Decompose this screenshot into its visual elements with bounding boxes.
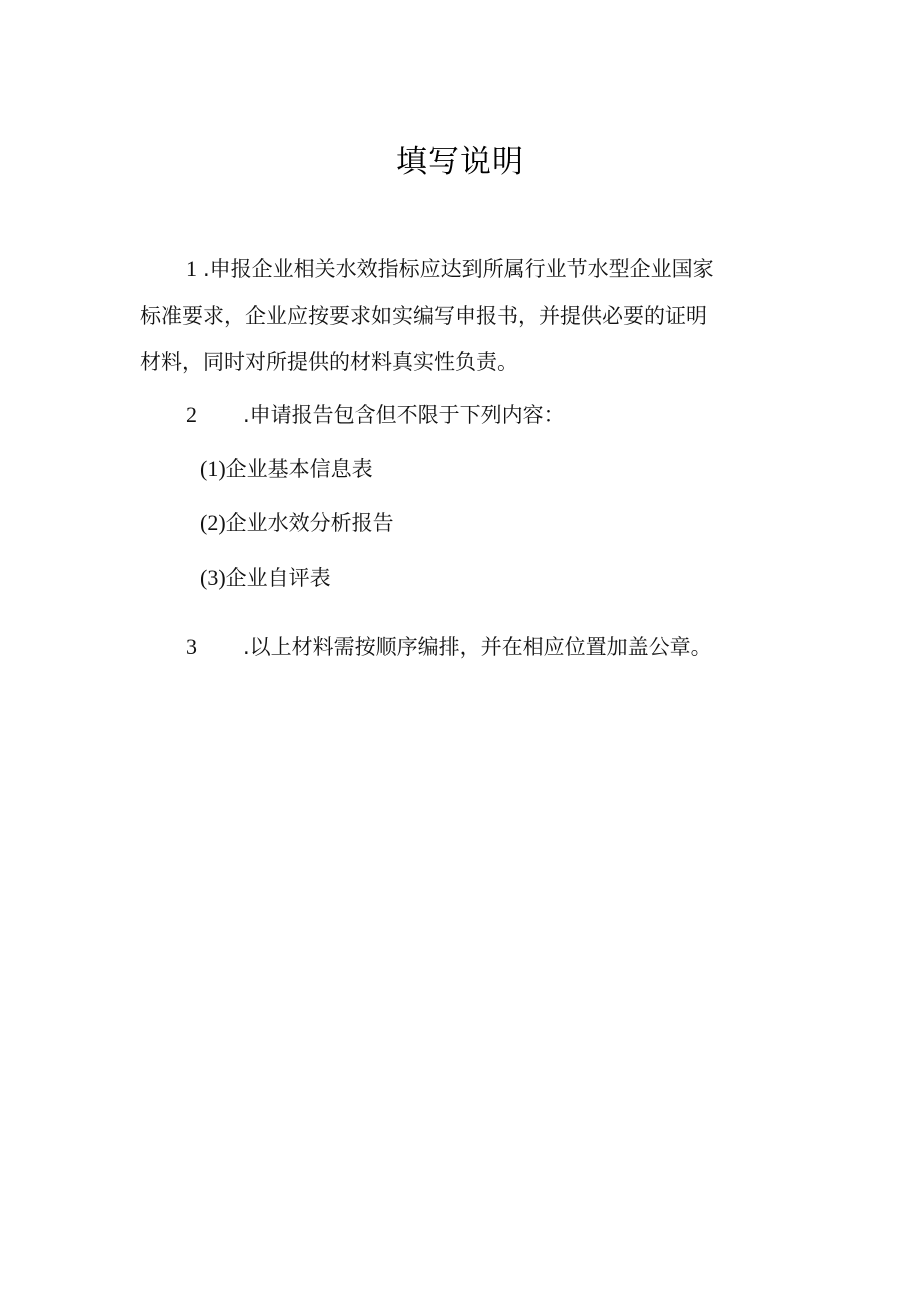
item-1-number: 1	[186, 256, 197, 281]
item-3-number: 3	[186, 634, 197, 659]
subitem-1-label: (1)	[200, 456, 226, 481]
subitem-1-text: 企业基本信息表	[225, 457, 373, 481]
item-2-number: 2	[186, 402, 197, 427]
subitem-2-label: (2)	[200, 510, 226, 535]
item-1-line-1	[186, 254, 714, 284]
subitem-3-label: (3)	[200, 565, 226, 590]
subitem-2	[200, 508, 394, 538]
subitem-3	[200, 563, 331, 593]
subitem-1	[200, 454, 373, 484]
item-2-line-1	[186, 400, 565, 430]
subitem-2-text: 企业水效分析报告	[225, 511, 394, 535]
subitem-3-text: 企业自评表	[225, 566, 331, 590]
item-3-line-1	[186, 632, 712, 662]
item-1-line-2	[140, 301, 707, 331]
item-1-text-2: 标准要求，企业应按要求如实编写申报书，并提供必要的证明	[140, 304, 707, 328]
item-1-line-3	[140, 347, 518, 377]
item-1-text-3: 材料，同时对所提供的材料真实性负责。	[140, 350, 518, 374]
item-1-text-1: .申报企业相关水效指标应达到所属行业节水型企业国家	[203, 257, 714, 281]
page-title: 填写说明	[396, 144, 524, 180]
item-2-text-1: .申请报告包含但不限于下列内容：	[243, 403, 565, 427]
item-3-text-1: .以上材料需按顺序编排，并在相应位置加盖公章。	[243, 635, 712, 659]
